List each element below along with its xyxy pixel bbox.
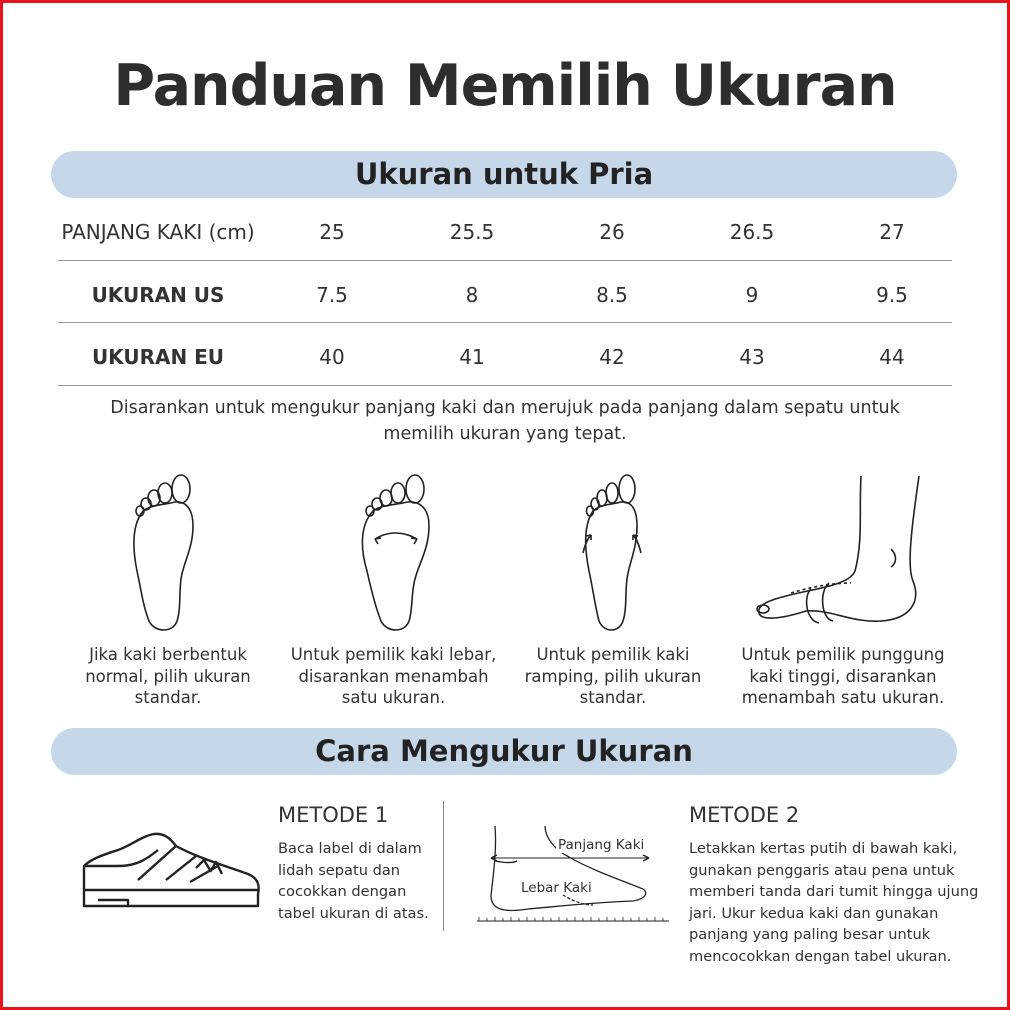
foot-caption: Untuk pemilik kaki lebar, disarankan menambah satu ukuran. (290, 645, 497, 707)
method1-text: Baca label di dalam lidah sepatu dan cocokkan dengan tabel ukuran di atas. (278, 840, 429, 922)
table-cell: 25.5 (449, 220, 495, 244)
row-label: UKURAN US (91, 283, 225, 307)
table-cell: 7.5 (316, 283, 348, 307)
width-label: Lebar Kaki (521, 880, 592, 896)
method2-title: METODE 2 (689, 803, 800, 827)
table-cell: 40 (319, 345, 345, 369)
divider (58, 260, 952, 261)
method2-text: Letakkan kertas putih di bawah kaki, gunakan penggaris atau pena untuk memberi tanda dari tumit hingga ujung jari. Ukur kedua kaki dan gunakan panjang yang paling besar untuk mencocokkan dengan tabel ukuran. (689, 840, 979, 965)
table-cell: 8.5 (596, 283, 628, 307)
method1-title: METODE 1 (278, 803, 389, 827)
table-row (3, 280, 1007, 310)
recommendation-note: Disarankan untuk mengukur panjang kaki dan merujuk pada panjang dalam sepatu untuk memilih ukuran yang tepat. (110, 398, 900, 444)
length-label: Panjang Kaki (558, 837, 645, 853)
table-cell: 27 (879, 220, 905, 244)
table-cell: 25 (319, 220, 345, 244)
row-label: UKURAN EU (91, 345, 225, 369)
wide-foot-icon (353, 471, 443, 636)
high-instep-foot-icon (751, 471, 926, 636)
narrow-foot-icon (571, 471, 656, 636)
divider (58, 322, 952, 323)
table-cell: 42 (599, 345, 625, 369)
table-cell: 41 (459, 345, 485, 369)
table-cell: 26 (599, 220, 625, 244)
divider (58, 385, 952, 386)
foot-caption: Untuk pemilik kaki ramping, pilih ukuran standar. (524, 645, 702, 707)
table-row (3, 217, 1007, 247)
sneaker-icon (78, 828, 263, 913)
normal-foot-icon (123, 471, 208, 636)
table-cell: 8 (465, 283, 479, 307)
table-cell: 44 (879, 345, 905, 369)
section-header-men: Ukuran untuk Pria (51, 151, 957, 198)
foot-type-illustrations (3, 468, 1007, 638)
table-cell: 26.5 (729, 220, 775, 244)
section-header-measure: Cara Mengukur Ukuran (51, 728, 957, 775)
divider (443, 801, 444, 931)
table-cell: 43 (739, 345, 765, 369)
row-label: PANJANG KAKI (cm) (61, 220, 255, 244)
foot-caption: Untuk pemilik punggung kaki tinggi, disarankan menambah satu ukuran. (741, 645, 945, 707)
table-cell: 9 (745, 283, 759, 307)
page-title: Panduan Memilih Ukuran (113, 53, 897, 119)
table-row (3, 342, 1007, 372)
table-cell: 9.5 (876, 283, 908, 307)
foot-caption: Jika kaki berbentuk normal, pilih ukuran standar. (85, 645, 251, 707)
